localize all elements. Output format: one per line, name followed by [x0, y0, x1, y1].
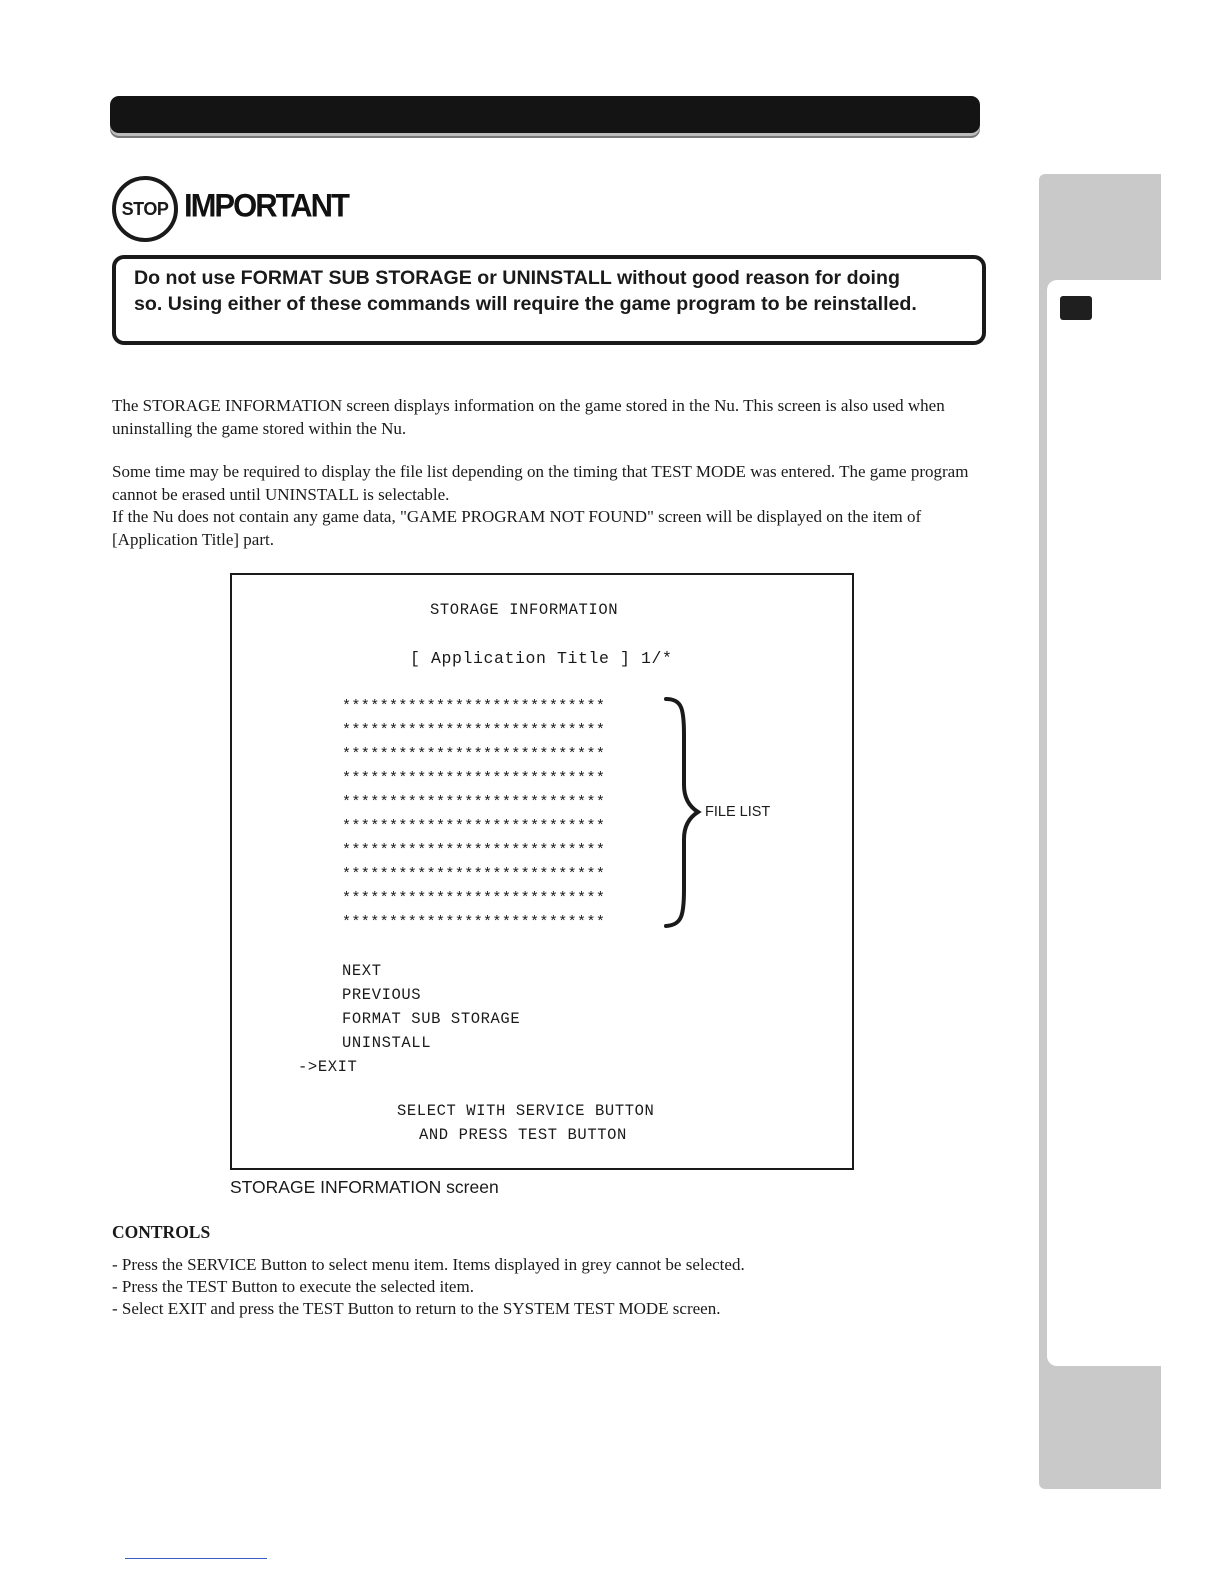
- file-list-row: ****************************: [342, 866, 606, 883]
- screen-title: STORAGE INFORMATION: [430, 601, 619, 619]
- file-list-row: ****************************: [342, 890, 606, 907]
- controls-heading: CONTROLS: [112, 1222, 211, 1242]
- not-found-paragraph: If the Nu does not contain any game data, "GAME PROGRAM NOT FOUND" screen will be displayed on the item of [Application Title] part.: [112, 507, 922, 549]
- instruction-line-1: SELECT WITH SERVICE BUTTON: [397, 1102, 655, 1120]
- application-title: [ Application Title ] 1/*: [410, 649, 673, 668]
- file-list-row: ****************************: [342, 794, 606, 811]
- important-heading: IMPORTANT: [184, 187, 348, 224]
- warning-line-2: so. Using either of these commands will require the game program to be reinstalled.: [134, 293, 917, 315]
- file-list-row: ****************************: [342, 722, 606, 739]
- instruction-line-2: AND PRESS TEST BUTTON: [419, 1126, 627, 1144]
- file-list-row: ****************************: [342, 818, 606, 835]
- file-list: [342, 695, 605, 935]
- menu-item-previous[interactable]: PREVIOUS: [342, 986, 422, 1004]
- controls-item: - Press the TEST Button to execute the selected item.: [112, 1277, 474, 1296]
- storage-information-screen: [230, 573, 854, 1170]
- selection-cursor: ->: [298, 1058, 318, 1076]
- controls-item: - Press the SERVICE Button to select menu item. Items displayed in grey cannot be selected.: [112, 1255, 745, 1274]
- menu-item-next[interactable]: NEXT: [342, 962, 382, 980]
- side-tab-marker: [1060, 296, 1092, 320]
- menu-list: [298, 959, 521, 1079]
- controls-item: - Select EXIT and press the TEST Button to return to the SYSTEM TEST MODE screen.: [112, 1299, 721, 1318]
- footer-rule: [125, 1558, 267, 1559]
- stop-icon: [112, 176, 178, 242]
- section-header-bar: [110, 96, 980, 136]
- file-list-row: ****************************: [342, 914, 606, 931]
- timing-paragraph: Some time may be required to display the file list depending on the timing that TEST MODE was entered. The game program cannot be erased until UNINSTALL is selectable.: [112, 462, 969, 504]
- file-list-label: FILE LIST: [705, 804, 771, 820]
- file-list-row: ****************************: [342, 698, 606, 715]
- intro-paragraph: The STORAGE INFORMATION screen displays information on the game stored in the Nu. This screen is also used when uninstalling the game stored within the Nu.: [112, 396, 945, 438]
- side-tab-inner-panel: [1047, 280, 1161, 1366]
- warning-box: [112, 255, 986, 345]
- stop-icon-label: STOP: [121, 198, 169, 219]
- menu-item-exit[interactable]: ->EXIT: [320, 1055, 520, 1079]
- file-list-row: ****************************: [342, 746, 606, 763]
- curly-brace-icon: [662, 695, 702, 930]
- controls-list: [112, 1254, 745, 1320]
- menu-item-uninstall[interactable]: UNINSTALL: [342, 1034, 432, 1052]
- warning-line-1: Do not use FORMAT SUB STORAGE or UNINSTALL without good reason for doing: [134, 267, 900, 289]
- file-list-row: ****************************: [342, 842, 606, 859]
- menu-item-format-sub-storage[interactable]: FORMAT SUB STORAGE: [342, 1010, 521, 1028]
- screen-caption: STORAGE INFORMATION screen: [230, 1177, 499, 1197]
- file-list-row: ****************************: [342, 770, 606, 787]
